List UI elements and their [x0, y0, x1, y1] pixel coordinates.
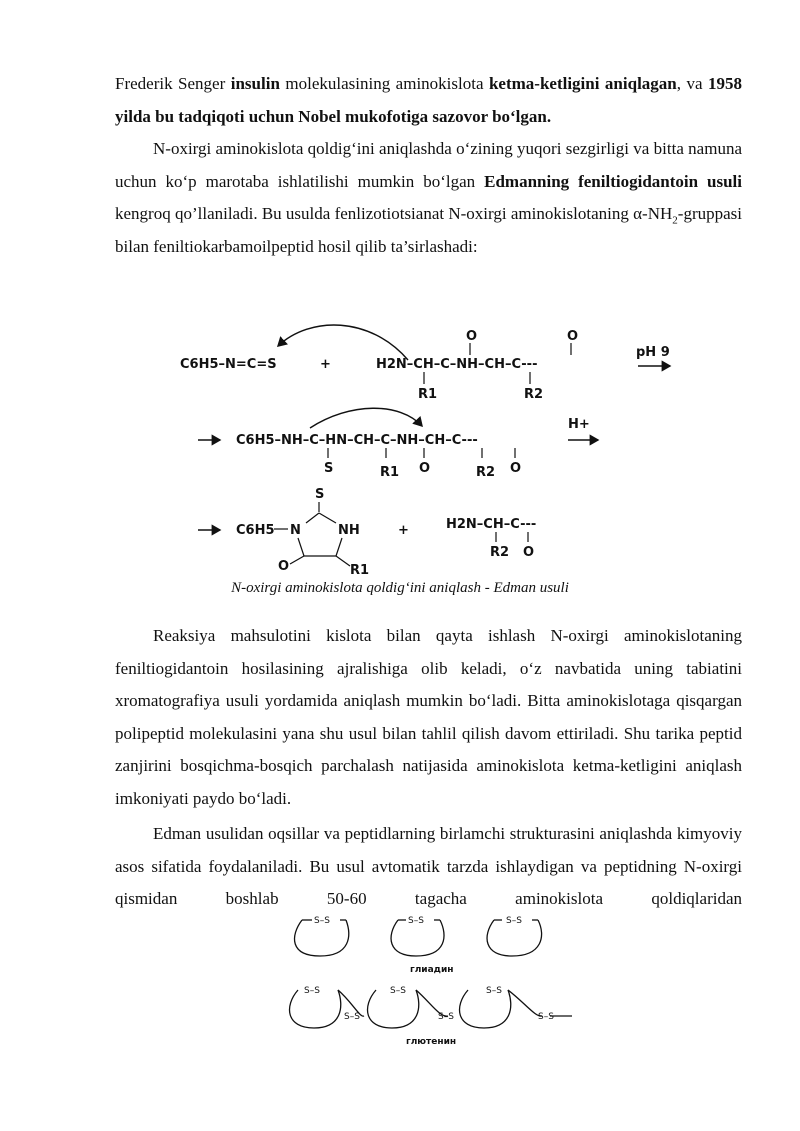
- row2-r1: R1: [380, 465, 400, 480]
- bold-insulin: insulin: [230, 74, 280, 93]
- ss-bond: S–S: [314, 916, 330, 926]
- pth-s: S: [315, 487, 325, 502]
- ss-bond: S–S: [486, 986, 502, 996]
- bold-nobel: 1958 yilda bu tadqiqoti uchun Nobel mukofotiga sazovor bo‘lgan.: [115, 74, 742, 126]
- curved-arrow-1: [278, 325, 408, 360]
- paragraph-edman-intro: N-oxirgi aminokislota qoldig‘ini aniqlashda o‘zining yuqori sezgirligi va bitta namuna uchun ko‘p marotaba ishlatilishi mumkin bo‘lgan Edmanning feniltiogidantoin usuli kengroq qo’llaniladi. Bu usulda fenlizotiotsianat N-oxirgi aminokislotaning $\alpha-NH_2$-gruppasi bilan feniltiokarbamoilpeptid hosil qilib ta’sirlashadi:: [115, 139, 742, 256]
- plus-sign-2: +: [398, 523, 409, 538]
- pth-o: O: [278, 559, 290, 574]
- plus-sign: +: [320, 357, 331, 372]
- gliadin-glutenin-diagram: [280, 906, 600, 1050]
- product-o: O: [523, 545, 535, 560]
- paragraph-reaction-product: Reaksiya mahsulotini kislota bilan qayta ishlash N-oxirgi aminokislotaning feniltiogidantoin hosilasining ajralishiga olib keladi, o‘z navbatida uning tabiatini xromatografiya usuli yordamida aniqlash mumkin bo‘ladi. Bitta aminokislotaga qisqargan polipeptid molekulasini yana shu usul bilan tahlil qilish davom ettiriladi. Shu tarika peptid zanjirini bosqichma-bosqich parchalash natijasida aminokislota ketma-ketligini aniqlash imkoniyati paydo bo‘ladi.: [115, 626, 742, 808]
- carbonyl-o1: O: [466, 329, 478, 344]
- pth-n: N: [290, 523, 301, 538]
- paragraph-senger: Frederik Senger insulin molekulasining aminokislota ketma-ketligini aniqlagan, va 1958 yilda bu tadqiqoti uchun Nobel mukofotiga sazovor bo‘lgan.: [115, 74, 742, 126]
- label-glutenin: глютенин: [406, 1037, 457, 1047]
- product-r2: R2: [490, 545, 510, 560]
- bold-sequence: ketma-ketligini aniqlagan: [488, 74, 677, 93]
- bold-edman-method: Edmanning feniltiogidantoin usuli: [484, 171, 742, 191]
- side-chain-r2: R2: [524, 387, 544, 402]
- pth-nh: NH: [338, 523, 360, 538]
- carbonyl-o2: O: [567, 329, 579, 344]
- thio-s: S: [324, 461, 334, 476]
- pth-r1: R1: [350, 563, 370, 578]
- peptide-chain: H2N–CH–C–NH–CH–C---: [376, 357, 538, 372]
- ss-bond: S–S: [408, 916, 424, 926]
- label-gliadin: глиадин: [410, 965, 454, 975]
- pth-phenyl: C6H5: [236, 523, 275, 538]
- paragraph-edman-usage: Edman usulidan oqsillar va peptidlarning birlamchi strukturasini aniqlashda kimyoviy asos sifatida foydalaniladi. Bu usul avtomatik tarzda ishlaydigan va peptidning N-oxirgi qismidan boshlab 50-60 tagacha aminokislota qoldiqlaridan: [115, 824, 742, 908]
- reagent-phenylisothiocyanate: C6H5–N=C=S: [180, 357, 277, 372]
- row2-o1: O: [419, 461, 431, 476]
- row2-o2: O: [510, 461, 522, 476]
- figure-caption: N-oxirgi aminokislota qoldig‘ini aniqlash - Edman usuli: [231, 580, 569, 596]
- curved-arrow-2: [310, 408, 422, 428]
- ss-bond: S–S: [506, 916, 522, 926]
- side-chain-r1: R1: [418, 387, 438, 402]
- paragraph-block-3: [115, 818, 742, 916]
- thiocarbamoyl-peptide: C6H5–NH–C–HN–CH–C–NH–CH–C---: [236, 433, 478, 448]
- shortened-peptide: H2N–CH–C---: [446, 517, 537, 532]
- condition-ph9: pH 9: [636, 345, 670, 360]
- condition-acid: H+: [568, 417, 590, 432]
- row2-r2: R2: [476, 465, 496, 480]
- ss-bond: S–S: [304, 986, 320, 996]
- paragraph-block-2: [115, 620, 742, 815]
- ss-bond: S–S: [438, 1012, 454, 1022]
- paragraph-block-1: [115, 68, 742, 263]
- edman-reaction-scheme: [170, 316, 710, 584]
- ss-bond: S–S: [390, 986, 406, 996]
- ss-bond: S–S: [344, 1012, 360, 1022]
- ss-bond: S–S: [538, 1012, 554, 1022]
